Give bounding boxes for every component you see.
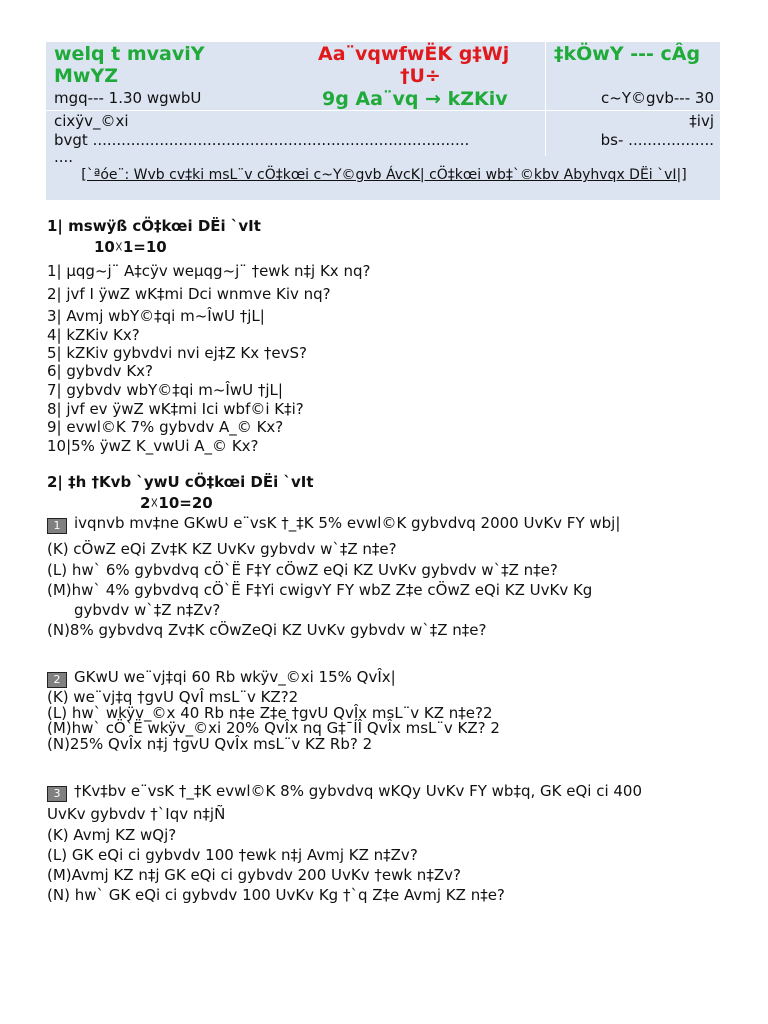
q3-part-m: (M)Avmj KZ n‡j GK eQi ci gybvdv 200 UvKv †ewk n‡Zv? [47, 866, 461, 884]
time-label: mgq--- 1.30 wgwbU [54, 89, 202, 107]
q1-part-k: (K) cÖwZ eQi Zv‡K KZ UvKv gybvdv w`‡Z n‡e? [47, 540, 397, 558]
test-title-line2: †U÷ [400, 65, 441, 87]
question-number-badge: 2 [47, 672, 67, 688]
school-name-line1: welq t mvaviY [54, 43, 205, 65]
question-number-badge: 3 [47, 786, 67, 802]
q1-part-l: (L) hw` 6% gybvdvq cÖ`Ë F‡Y cÖwZ eQi KZ UvKv gybvdv w`‡Z n‡e? [47, 561, 558, 579]
section1-title: 1| mswÿß cÖ‡kœi DËi `vIt [47, 217, 261, 235]
class-title: ‡kÖwY --- cÂg [554, 43, 701, 65]
section1-question: 7| gybvdv wbY©‡qi m~ÎwU †jL| [47, 381, 283, 399]
q3-stem-line1: †Kv‡bv e¨vsK †_‡K evwl©K 8% gybvdvq wKQy UvKv FY wb‡q, GK eQi ci 400 [74, 782, 643, 800]
section1-marks: 10☓1=10 [94, 238, 167, 256]
roll-field: bs- .................. [600, 131, 714, 149]
section1-question: 5| kZKiv gybvdvi nvi ej‡Z Kx †evS? [47, 344, 307, 362]
full-marks-label: c~Y©gvb--- 30 [601, 89, 714, 107]
q1-part-m-cont: gybvdv w`‡Z n‡Zv? [74, 601, 221, 619]
q2-part-k: (K) we¨vj‡q †gvU QvÎ msL¨v KZ?2 [47, 688, 299, 706]
chapter-title: 9g Aa¨vq → kZKiv [322, 88, 508, 110]
q1-part-m: (M)hw` 4% gybvdvq cÖ`Ë F‡Yi cwigvY FY wbZ Z‡e cÖwZ eQi KZ UvKv Kg [47, 581, 593, 599]
name-field: bvgt ............................................................................... [54, 131, 470, 149]
section1-question: 2| jvf I ÿwZ wK‡mi Dci wnmve Kiv nq? [47, 285, 331, 303]
q3-stem-line2: UvKv gybvdv †`Iqv n‡jÑ [47, 805, 226, 823]
q1-stem: ivqnvb mv‡ne GKwU e¨vsK †_‡K 5% evwl©K gybvdvq 2000 UvKv FY wbj| [74, 514, 621, 532]
q3-part-l: (L) GK eQi ci gybvdv 100 †ewk n‡j Avmj KZ n‡Zv? [47, 846, 418, 864]
q3-part-n: (N) hw` GK eQi ci gybvdv 100 UvKv Kg †`q Z‡e Avmj KZ n‡e? [47, 886, 505, 904]
section1-question: 4| kZKiv Kx? [47, 326, 140, 344]
section1-question: 9| evwl©K 7% gybvdv A_© Kx? [47, 418, 284, 436]
section1-question: 3| Avmj wbY©‡qi m~ÎwU †jL| [47, 307, 265, 325]
roll-heading: ‡ivj [689, 112, 714, 130]
name-field-cont: .... [54, 148, 74, 166]
section1-question: 1| µqg~j¨ A‡cÿv weµqg~j¨ †ewk n‡j Kx nq? [47, 262, 371, 280]
q2-part-m: (M)hw` cÖ`Ë wkÿv_©xi 20% QvÎx nq G‡¯ÍÎ QvÎx msL¨v KZ? 2 [47, 719, 500, 737]
section1-question: 6| gybvdv Kx? [47, 362, 154, 380]
section2-marks: 2☓10=20 [140, 494, 213, 512]
header-divider [545, 42, 546, 156]
section2-title: 2| ‡h †Kvb `ywU cÖ‡kœi DËi `vIt [47, 473, 314, 491]
instruction-note: [`ªóe¨: Wvb cv‡ki msL¨v cÖ‡kœi c~Y©gvb ÁvcK| cÖ‡kœi wb‡`©kbv Abyhvqx DËi `vI|] [81, 167, 687, 183]
q1-part-n: (N)8% gybvdvq Zv‡K cÖwZeQi KZ UvKv gybvdv w`‡Z n‡e? [47, 621, 487, 639]
header-row-divider [46, 110, 720, 111]
q2-part-n: (N)25% QvÎx n‡j †gvU QvÎx msL¨v KZ Rb? 2 [47, 735, 373, 753]
question-number-badge: 1 [47, 518, 67, 534]
examinee-label: cixÿv_©xi [54, 112, 129, 130]
test-title-line1: Aa¨vqwfwËK g‡Wj [318, 43, 510, 65]
q2-part-l: (L) hw` wkÿv_©x 40 Rb n‡e Z‡e †gvU QvÎx msL¨v KZ n‡e?2 [47, 704, 493, 722]
section1-question: 10|5% ÿwZ K_vwUi A_© Kx? [47, 437, 259, 455]
school-name-line2: MwYZ [54, 65, 118, 87]
q2-stem: GKwU we¨vj‡qi 60 Rb wkÿv_©xi 15% QvÎx| [74, 668, 396, 686]
q3-part-k: (K) Avmj KZ wQj? [47, 826, 177, 844]
section1-question: 8| jvf ev ÿwZ wK‡mi Ici wbf©i K‡i? [47, 400, 304, 418]
